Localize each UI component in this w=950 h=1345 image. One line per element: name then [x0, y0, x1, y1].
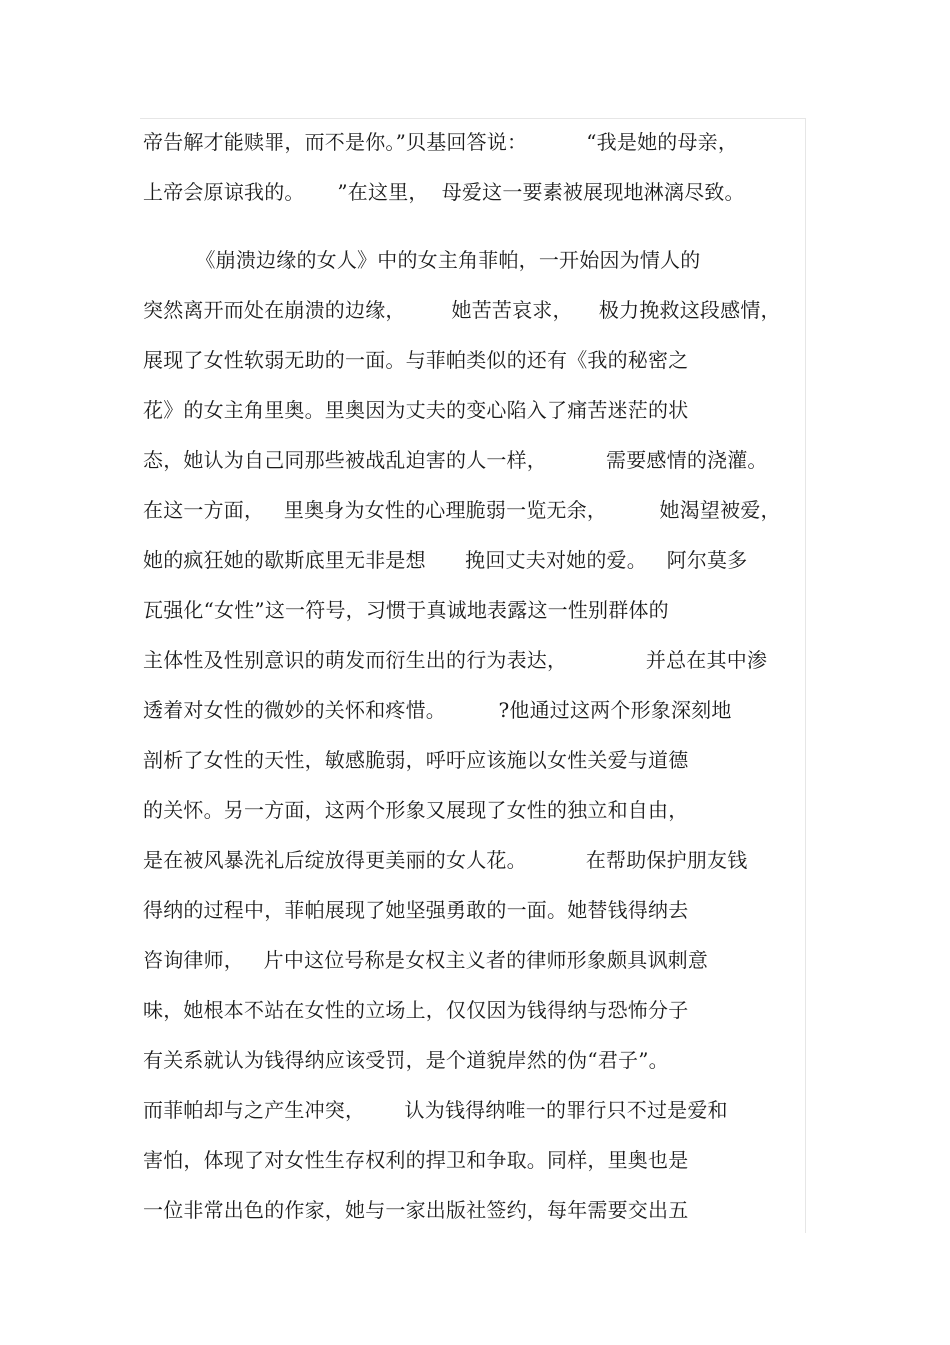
- text-line: 的关怀。另一方面，这两个形象又展现了女性的独立和自由，: [143, 798, 689, 822]
- text-line: 她的疯狂她的歇斯底里无非是想 挽回丈夫对她的爱。 阿尔莫多: [143, 548, 748, 572]
- text-line: 是在被风暴洗礼后绽放得更美丽的女人花。 在帮助保护朋友钱: [143, 848, 748, 872]
- text-line: 得纳的过程中，菲帕展现了她坚强勇敢的一面。她替钱得纳去: [143, 898, 689, 922]
- text-line: 主体性及性别意识的萌发而衍生出的行为表达， 并总在其中渗: [143, 648, 768, 672]
- text-line: 有关系就认为钱得纳应该受罚，是个道貌岸然的伪“君子”。: [143, 1048, 669, 1072]
- text-line: 害怕，体现了对女性生存权利的捍卫和争取。同样，里奥也是: [143, 1148, 689, 1172]
- text-line: 在这一方面， 里奥身为女性的心理脆弱一览无余， 她渴望被爱，: [143, 498, 781, 522]
- text-line: 《崩溃边缘的女人》中的女主角菲帕，一开始因为情人的: [143, 248, 701, 272]
- text-line: 突然离开而处在崩溃的边缘， 她苦苦哀求， 极力挽救这段感情，: [143, 298, 781, 322]
- text-line: 一位非常出色的作家，她与一家出版社签约，每年需要交出五: [143, 1198, 689, 1222]
- text-line: 上帝会原谅我的。 ”在这里， 母爱这一要素被展现地淋漓尽致。: [143, 180, 745, 204]
- text-line: 花》的女主角里奥。里奥因为丈夫的变心陷入了痛苦迷茫的状: [143, 398, 689, 422]
- text-line: 瓦强化“女性”这一符号，习惯于真诚地表露这一性别群体的: [143, 598, 669, 622]
- text-line: 透着对女性的微妙的关怀和疼惜。 ?他通过这两个形象深刻地: [143, 698, 732, 722]
- text-line: 剖析了女性的天性，敏感脆弱，呼吁应该施以女性关爱与道德: [143, 748, 689, 772]
- text-line: 态，她认为自己同那些被战乱迫害的人一样， 需要感情的浇灌。: [143, 448, 768, 472]
- text-line: 帝告解才能赎罪，而不是你。”贝基回答说： “我是她的母亲，: [143, 130, 739, 154]
- text-line: 而菲帕却与之产生冲突， 认为钱得纳唯一的罪行只不过是爱和: [143, 1098, 728, 1122]
- text-line: 味，她根本不站在女性的立场上，仅仅因为钱得纳与恐怖分子: [143, 998, 689, 1022]
- text-line: 咨询律师， 片中这位号称是女权主义者的律师形象颇具讽刺意: [143, 948, 709, 972]
- text-line: 展现了女性软弱无助的一面。与菲帕类似的还有《我的秘密之: [143, 348, 689, 372]
